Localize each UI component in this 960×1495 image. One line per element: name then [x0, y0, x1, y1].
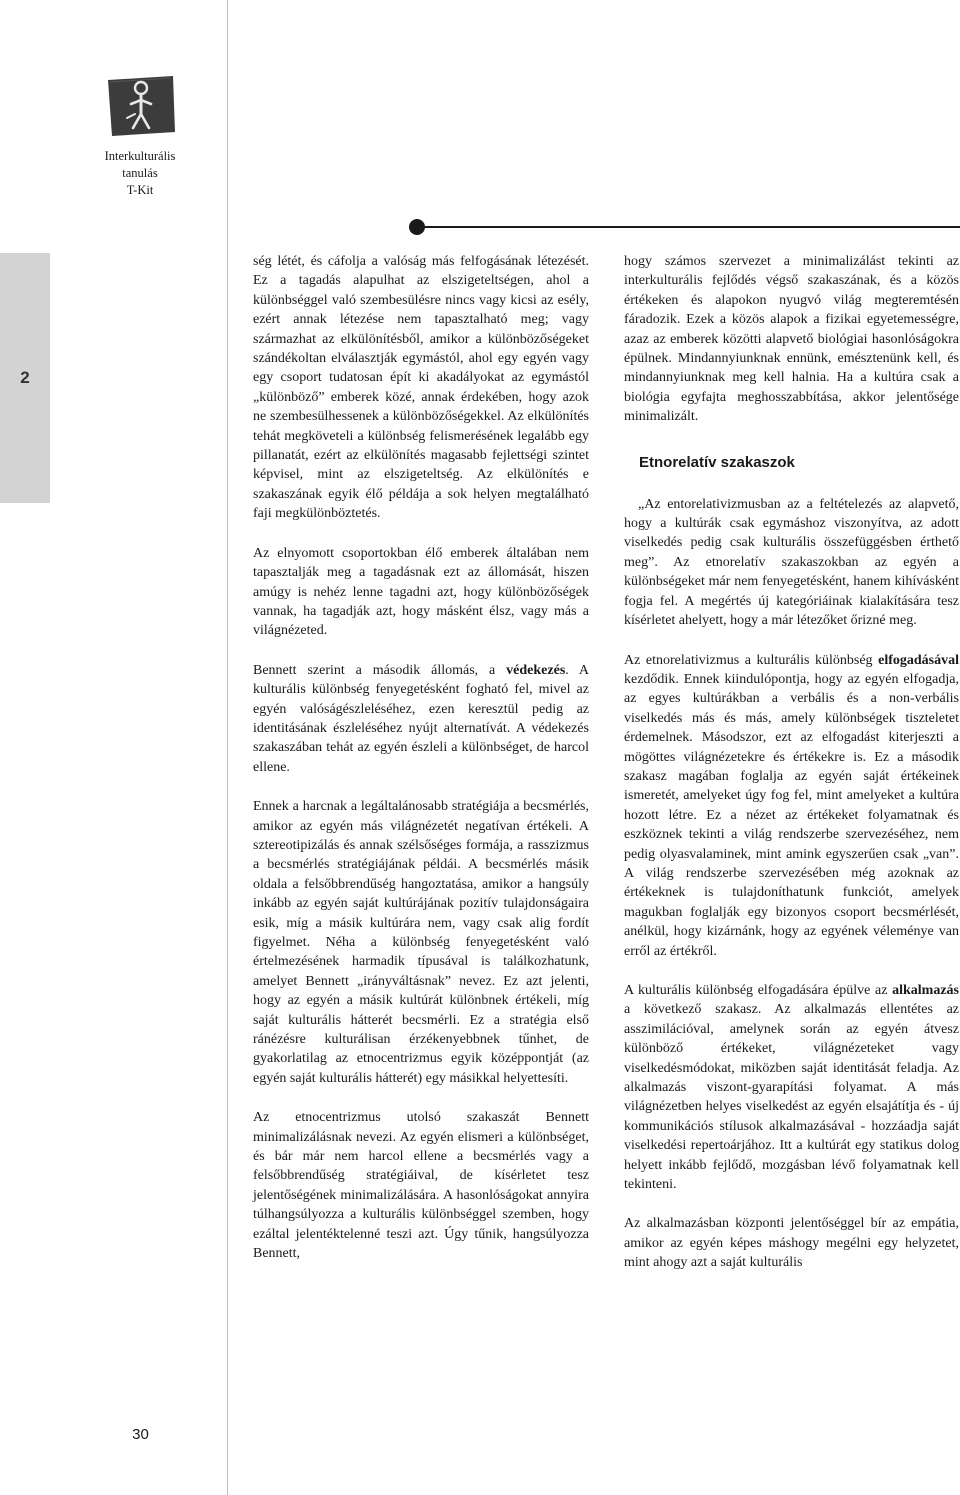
paragraph: Az elnyomott csoportokban élő emberek általában nem tapasztalják meg a tagadásnak ezt az állomását, hiszen amúgy is nehéz lenne tagadni azt, hogy különbözőségek vannak, ha tagadják azt, hogy másként élsz, vagy más a világnézeted.: [253, 545, 589, 639]
page-number: 30: [132, 1426, 149, 1443]
paragraph: [624, 981, 959, 1194]
left-text-column: [253, 252, 589, 1264]
paragraph-text: Az etnorelativizmus a kulturális különbség: [624, 652, 879, 668]
emphasis-term: védekezés: [506, 662, 566, 678]
quote-paragraph: „Az entorelativizmusban az a feltételezés az alapvető, hogy a kultúrák csak egymáshoz viszonyítva, az adott viselkedés pedig csak kulturális összefüggésben érthető meg”. Az etnorelatív szakaszokban az egyén a különbségeket már nem fenyegetésként, hanem kihívásként fogja fel. A megértés új kategóriáinak kialakítására tesz kísérletet ahelyett, hogy a már létezőket őrizné meg.: [624, 496, 959, 629]
paragraph: ség létét, és cáfolja a valóság más felfogásának létezését. Ez a tagadás alapulhat az elszigeteltségen, ahol a különbséggel való szembesülésre nincs vagy kicsi az esély, ezért annak létezése nem tapasztalható meg; vagy származhat az elkülönítésből, amikor a különbözőségeket szándékoltan elválasztják egymástól, ahol egy egyén vagy egy csoport tudatosan épít ki akadályokat az egymástól „különböző” emberek közé, annak érdekében, hogy azok ne szembesülhessenek a különbözőségekkel. Az elkülönítés tehát megköveteli a különbség felismerésének legalább egy pillanatát, ezért az elkülönítés magasabb fejlettségi szintet képvisel, mint az elszigeteltség. Az elkülönítés e szakaszának egyik élő példája a sok helyen megtalálható faji megkülönböztetés.: [253, 254, 589, 522]
paragraph: [624, 651, 959, 962]
emphasis-term: elfogadásával: [878, 652, 959, 668]
kit-label-line: Interkulturális: [104, 149, 176, 163]
kit-label-line: tanulás: [122, 166, 158, 180]
paragraph: Ennek a harcnak a legáltalánosabb stratégiája a becsmérlés, amikor az egyén más világnézetét negatívan értékeli. A sztereotipizálás és annak szélsőséges formája, a rasszizmus a becsmérlés stratégiájának példái. A becsmérlés másik oldala a felsőbbrendűség hangoztatása, amikor a hangsúly inkább az egyén saját kultúrájának pozitív tulajdonságaira esik, míg a másik kultúrára nem, vagy csak alig fordít figyelmet. Néha a különbség fenyegetésként való értelmezésének harmadik típusával is találkozhatunk, amelyet Bennett „irányváltásnak” nevez. Ez azt jelenti, hogy az egyén a másik kultúrát különbnek értékeli, míg saját kulturális hátterét becsmérli. Ez a stratégia első ránézésre kulturálisan érzékenyebbnek tűnhet, de gyakorlatilag az etnocentrizmus egyik középpontját (az egyén saját kulturális hátterét) egy másikkal helyettesíti.: [253, 799, 589, 1086]
paragraph: hogy számos szervezet a minimalizálást tekinti az interkulturális fejlődés végső szakaszának, és a közös értékeken és alapokon nyugvó világ megteremtésén fáradozik. Ezek a közös alapok a fizikai egyetemességre, azaz az emberek közötti alapvető biológiai hasonlóságokra épülnek. Mindannyiunknak ennünk, emésztenünk kell, és mindannyiunknak meg kell halnia. Ha a kultúra csak a biológia egyfajta meghosszabbítása, akkor jelentősége minimalizált.: [624, 254, 959, 425]
paragraph-text: kezdődik. Ennek kiindulópontja, hogy az egyén elfogadja, az egyes kultúrákban a verbális és a non-verbális viselkedés más és más, amely különbségek tiszteletet érdemelnek. Másodszor, ezt az elfogadást kiterjeszti a mögöttes világnézetekre és értékekre is. Ez a második szakasz magában foglalja az egyén saját értékeinek ismeretét, amelyeket úgy fog fel, mint amelyeket a kultúra hozott létre. Ez a nézet az értékeket folyamatnak és eszköznek tekinti a világ rendszerbe szervezéséhez, nem pedig olyasvalaminek, mint amink egyszerűen csak „van”. A világ rendszerbe szervezésében még azoknak az értékeknek is tulajdoníthatunk funkciót, amelyek magukban foglalják egy bizonyos csoport becsmérlését, anélkül, hogy kizárnánk, hogy az egyének véleménye van erről az értékről.: [624, 671, 959, 959]
paragraph: Az alkalmazásban központi jelentőséggel bír az empátia, amikor az egyén képes máshogy megélni egy helyzetet, mint ahogy azt a saját kulturális: [624, 1216, 959, 1271]
chapter-number: 2: [20, 368, 30, 387]
margin-divider-line: [227, 0, 228, 1495]
kit-label-line: T-Kit: [126, 183, 154, 197]
paragraph-text: . A kulturális különbség fenyegetésként fogható fel, mivel az egyén valóságészleléséhez, ezen keresztül pedig az identitásának észleléséhez nyújt alternatívát. A védekezés szakaszában tehát az egyén észleli a különbséget, de harcol ellene.: [253, 662, 590, 775]
paragraph-text: A kulturális különbség elfogadására épülve az: [624, 983, 893, 998]
t-kit-person-icon: [105, 74, 177, 138]
header-rule: [418, 226, 960, 228]
paragraph-text: Bennett szerint a második állomás, a: [253, 662, 507, 678]
paragraph-text: a következő szakasz. Az alkalmazás ellentétes az asszimilációval, amelynek során az egyén átvesz különböző értékeket, világnézeteket vagy viselkedésmódokat, miközben saját identitását feladja. Az alkalmazás viszont-gyarapítási folyamat. A más világnézetben helyes viselkedést az egyén elsajátítja és - új kommunikációs stílusok alkalmazásával - hozzáadja saját viselkedési repertoárjához. Itt a kultúrát egy statikus dolog helyett inkább fejlődő, mozgásban lévő folyamatnak kell tekinteni.: [624, 1002, 959, 1193]
section-heading: Etnorelatív szakaszok: [639, 453, 795, 471]
t-kit-series-label: [90, 148, 190, 199]
paragraph: Az etnocentrizmus utolsó szakaszát Bennett minimalizálásnak nevezi. Az egyén elismeri a különbséget, és bár már nem harcol ellene a becsmérlés vagy a felsőbbrendűség stratégiáival, de kísérletet tesz jelentőségének minimalizálására. A hasonlóságokat annyira túlhangsúlyozza a kulturális különbséggel szemben, hogy ezáltal jelentéktelenné teszi azt. Úgy tűnik, hangsúlyozza Bennett,: [253, 1110, 589, 1262]
right-text-column: [624, 252, 959, 1273]
emphasis-term: alkalmazás: [892, 983, 959, 998]
chapter-tab: [0, 253, 50, 503]
paragraph: [253, 661, 589, 777]
